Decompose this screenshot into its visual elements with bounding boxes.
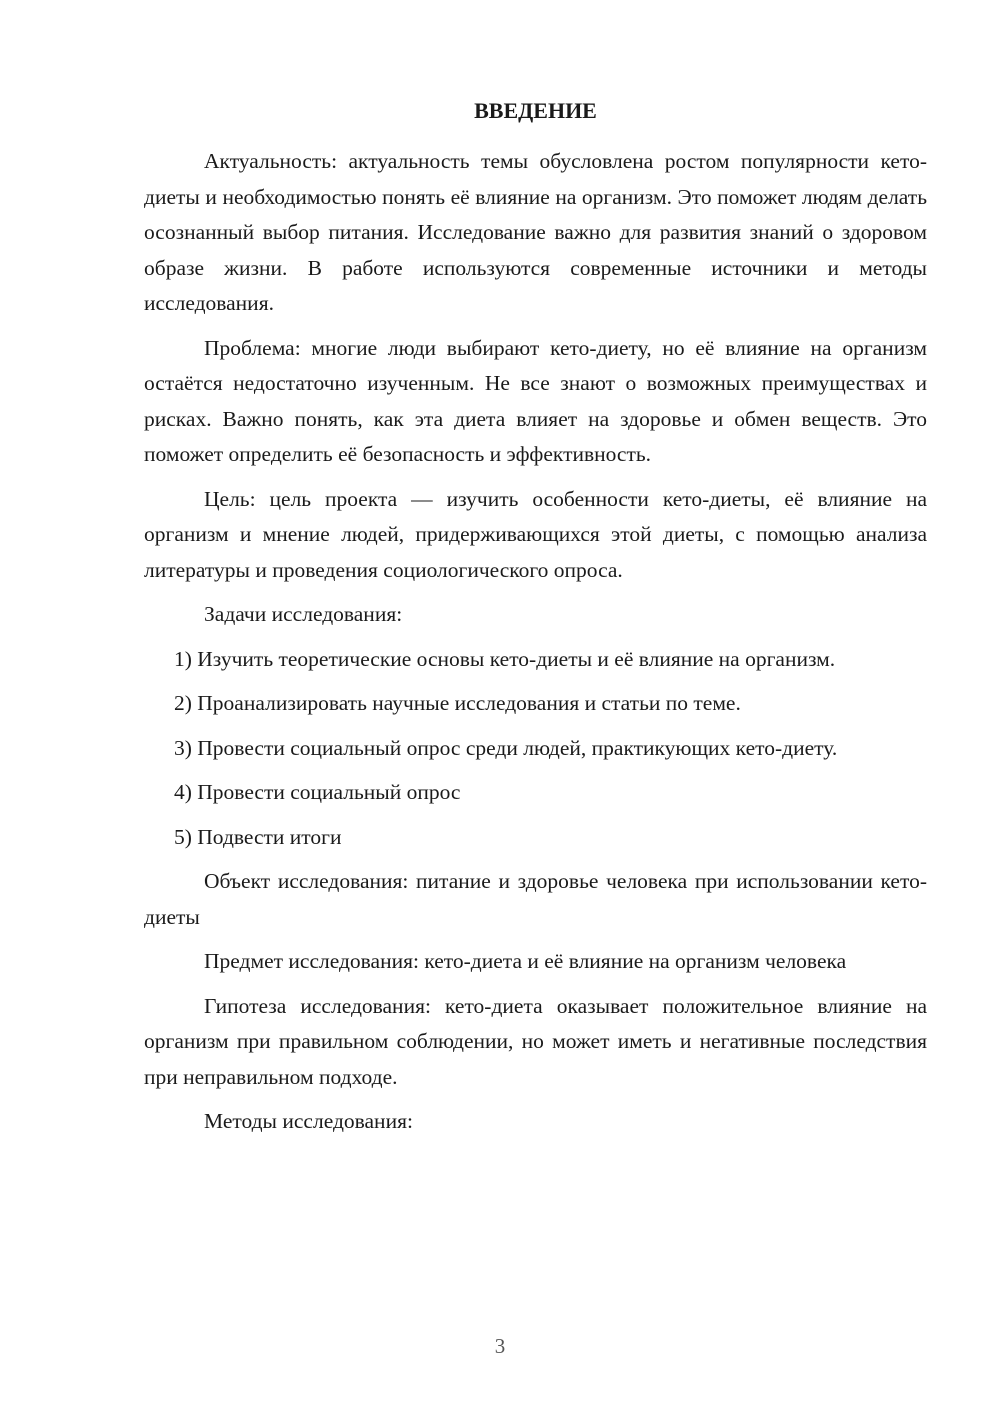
task-item-3: 3) Провести социальный опрос среди людей, практикующих кето-диету.: [174, 735, 838, 760]
page-title: ВВЕДЕНИЕ: [474, 98, 597, 123]
paragraph-object: Объект исследования: питание и здоровье человека при использовании кето-диеты: [144, 869, 927, 929]
paragraph-methods-heading: Методы исследования:: [204, 1109, 413, 1133]
page-number: 3: [494, 1334, 506, 1358]
task-item-2: 2) Проанализировать научные исследования и статьи по теме.: [174, 691, 741, 715]
paragraph-relevance: Актуальность: актуальность темы обусловлена ростом популярности кето-диеты и необходимостью понять её влияние на организм. Это поможет людям делать осознанный выбор питания. Исследование важно для развития знаний о здоровом образе жизни. В работе используются современные источники и методы исследования.: [144, 149, 927, 315]
task-item-4: 4) Провести социальный опрос: [174, 780, 461, 804]
paragraph-hypothesis: Гипотеза исследования: кето-диета оказывает положительное влияние на организм при правильном соблюдении, но может иметь и негативные последствия при неправильном подходе.: [144, 993, 927, 1089]
task-item-5: 5) Подвести итоги: [174, 824, 342, 849]
task-item-1: 1) Изучить теоретические основы кето-диеты и её влияние на организм.: [174, 646, 836, 671]
page-content: [144, 96, 927, 1149]
paragraph-goal: Цель: цель проекта — изучить особенности кето-диеты, её влияние на организм и мнение людей, придерживающихся этой диеты, с помощью анализа литературы и проведения социологического опроса.: [144, 486, 927, 582]
paragraph-tasks-heading: Задачи исследования:: [204, 602, 403, 626]
paragraph-problem: Проблема: многие люди выбирают кето-диету, но её влияние на организм остаётся недостаточно изученным. Не все знают о возможных преимуществах и рисках. Важно понять, как эта диета влияет на здоровье и обмен веществ. Это поможет определить её безопасность и эффективность.: [144, 335, 927, 466]
paragraph-subject: Предмет исследования: кето-диета и её влияние на организм человека: [204, 949, 847, 973]
